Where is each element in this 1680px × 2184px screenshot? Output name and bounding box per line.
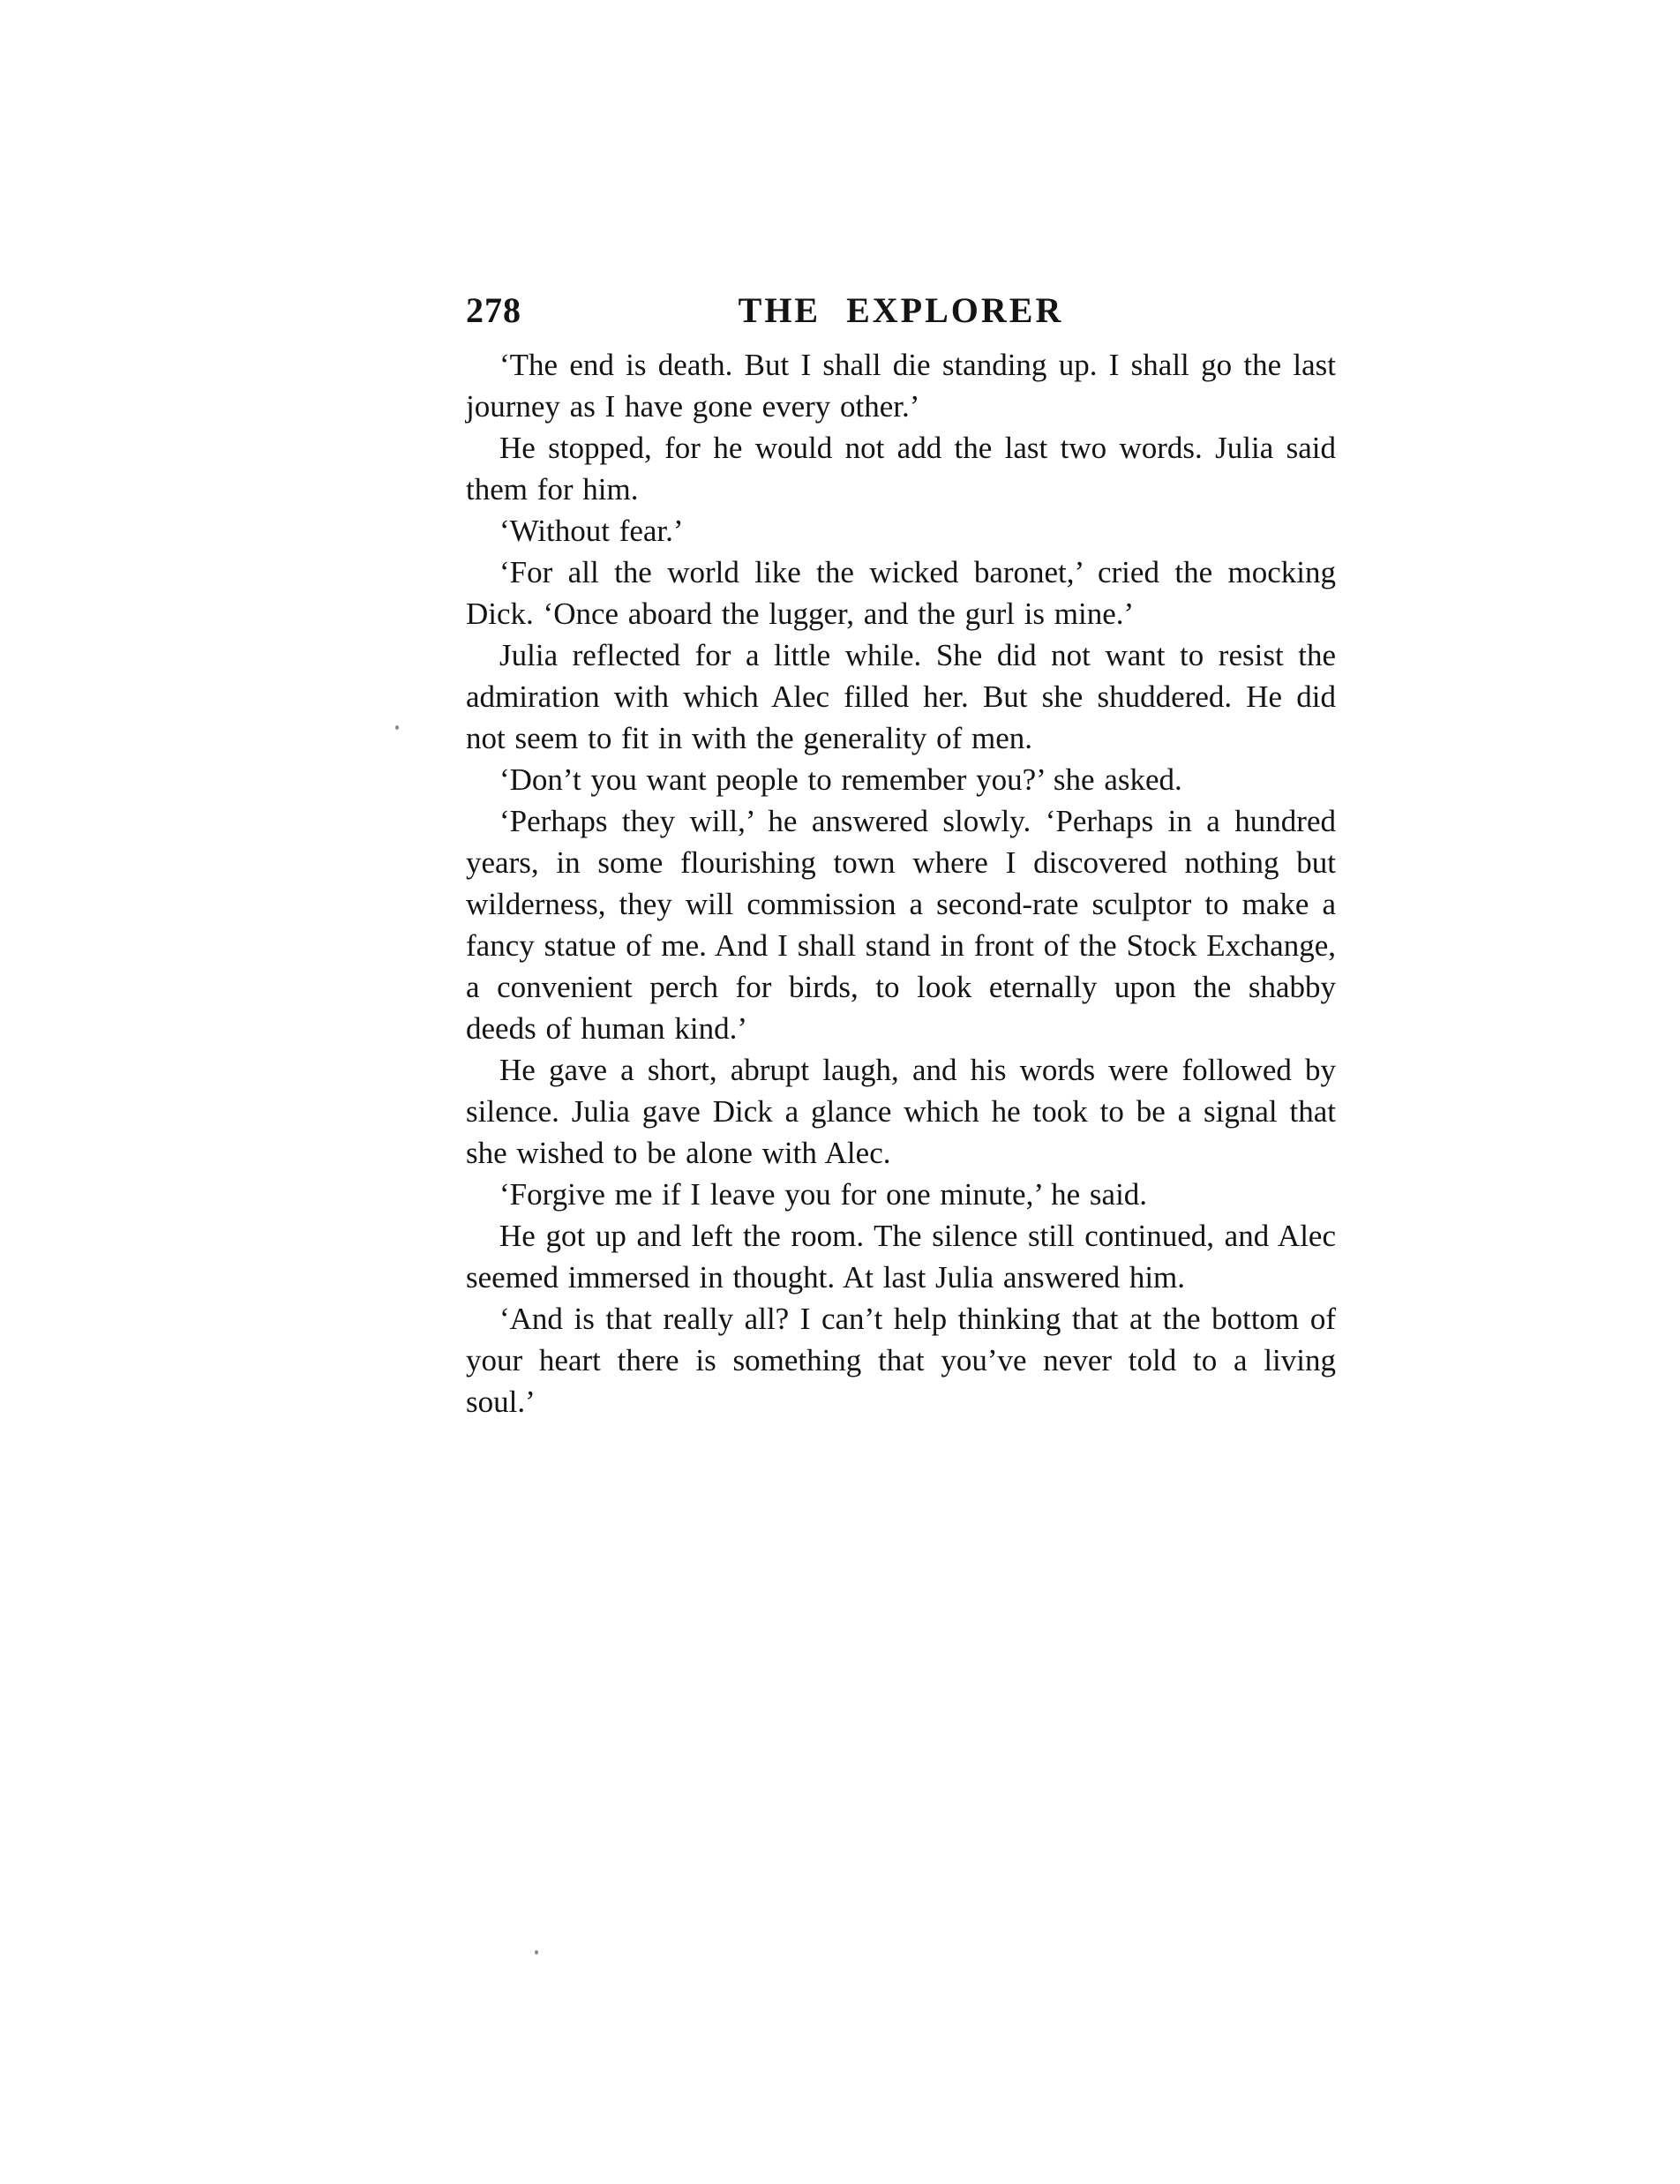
- page-number: 278: [466, 290, 521, 330]
- paragraph: He got up and left the room. The silence still continued, and Alec seemed immersed in thought. At last Julia answered him.: [466, 1219, 1336, 1295]
- scan-speck: [535, 1950, 538, 1955]
- paragraph: ‘Without fear.’: [499, 514, 684, 548]
- scan-speck: [395, 725, 399, 730]
- page-header: [466, 289, 1336, 332]
- text-block: [466, 289, 1336, 1422]
- body-text: [466, 344, 1336, 1422]
- paragraph: ‘For all the world like the wicked baronet,’ cried the mocking Dick. ‘Once aboard the lugger, and the gurl is mine.’: [466, 555, 1336, 631]
- paragraph: ‘And is that really all? I can’t help thinking that at the bottom of your heart there is something that you’ve never told to a living soul.’: [466, 1302, 1336, 1419]
- paragraph: He stopped, for he would not add the last two words. Julia said them for him.: [466, 431, 1336, 507]
- paragraph: ‘The end is death. But I shall die standing up. I shall go the last journey as I have gone every other.’: [466, 348, 1336, 424]
- paragraph: ‘Perhaps they will,’ he answered slowly. ‘Perhaps in a hundred years, in some flourishing town where I discovered nothing but wilderness, they will commission a second-rate sculptor to make a fancy statue of me. And I shall stand in front of the Stock Exchange, a convenient perch for birds, to look eternally upon the shabby deeds of human kind.’: [466, 804, 1336, 1046]
- paragraph: ‘Forgive me if I leave you for one minute,’ he said.: [499, 1177, 1148, 1212]
- paragraph: ‘Don’t you want people to remember you?’ she asked.: [499, 762, 1182, 797]
- paragraph: Julia reflected for a little while. She did not want to resist the admiration with which Alec filled her. But she shuddered. He did not seem to fit in with the generality of men.: [466, 638, 1336, 755]
- paragraph: He gave a short, abrupt laugh, and his words were followed by silence. Julia gave Dick a glance which he took to be a signal that she wished to be alone with Alec.: [466, 1053, 1336, 1170]
- running-title: THE EXPLORER: [738, 290, 1064, 330]
